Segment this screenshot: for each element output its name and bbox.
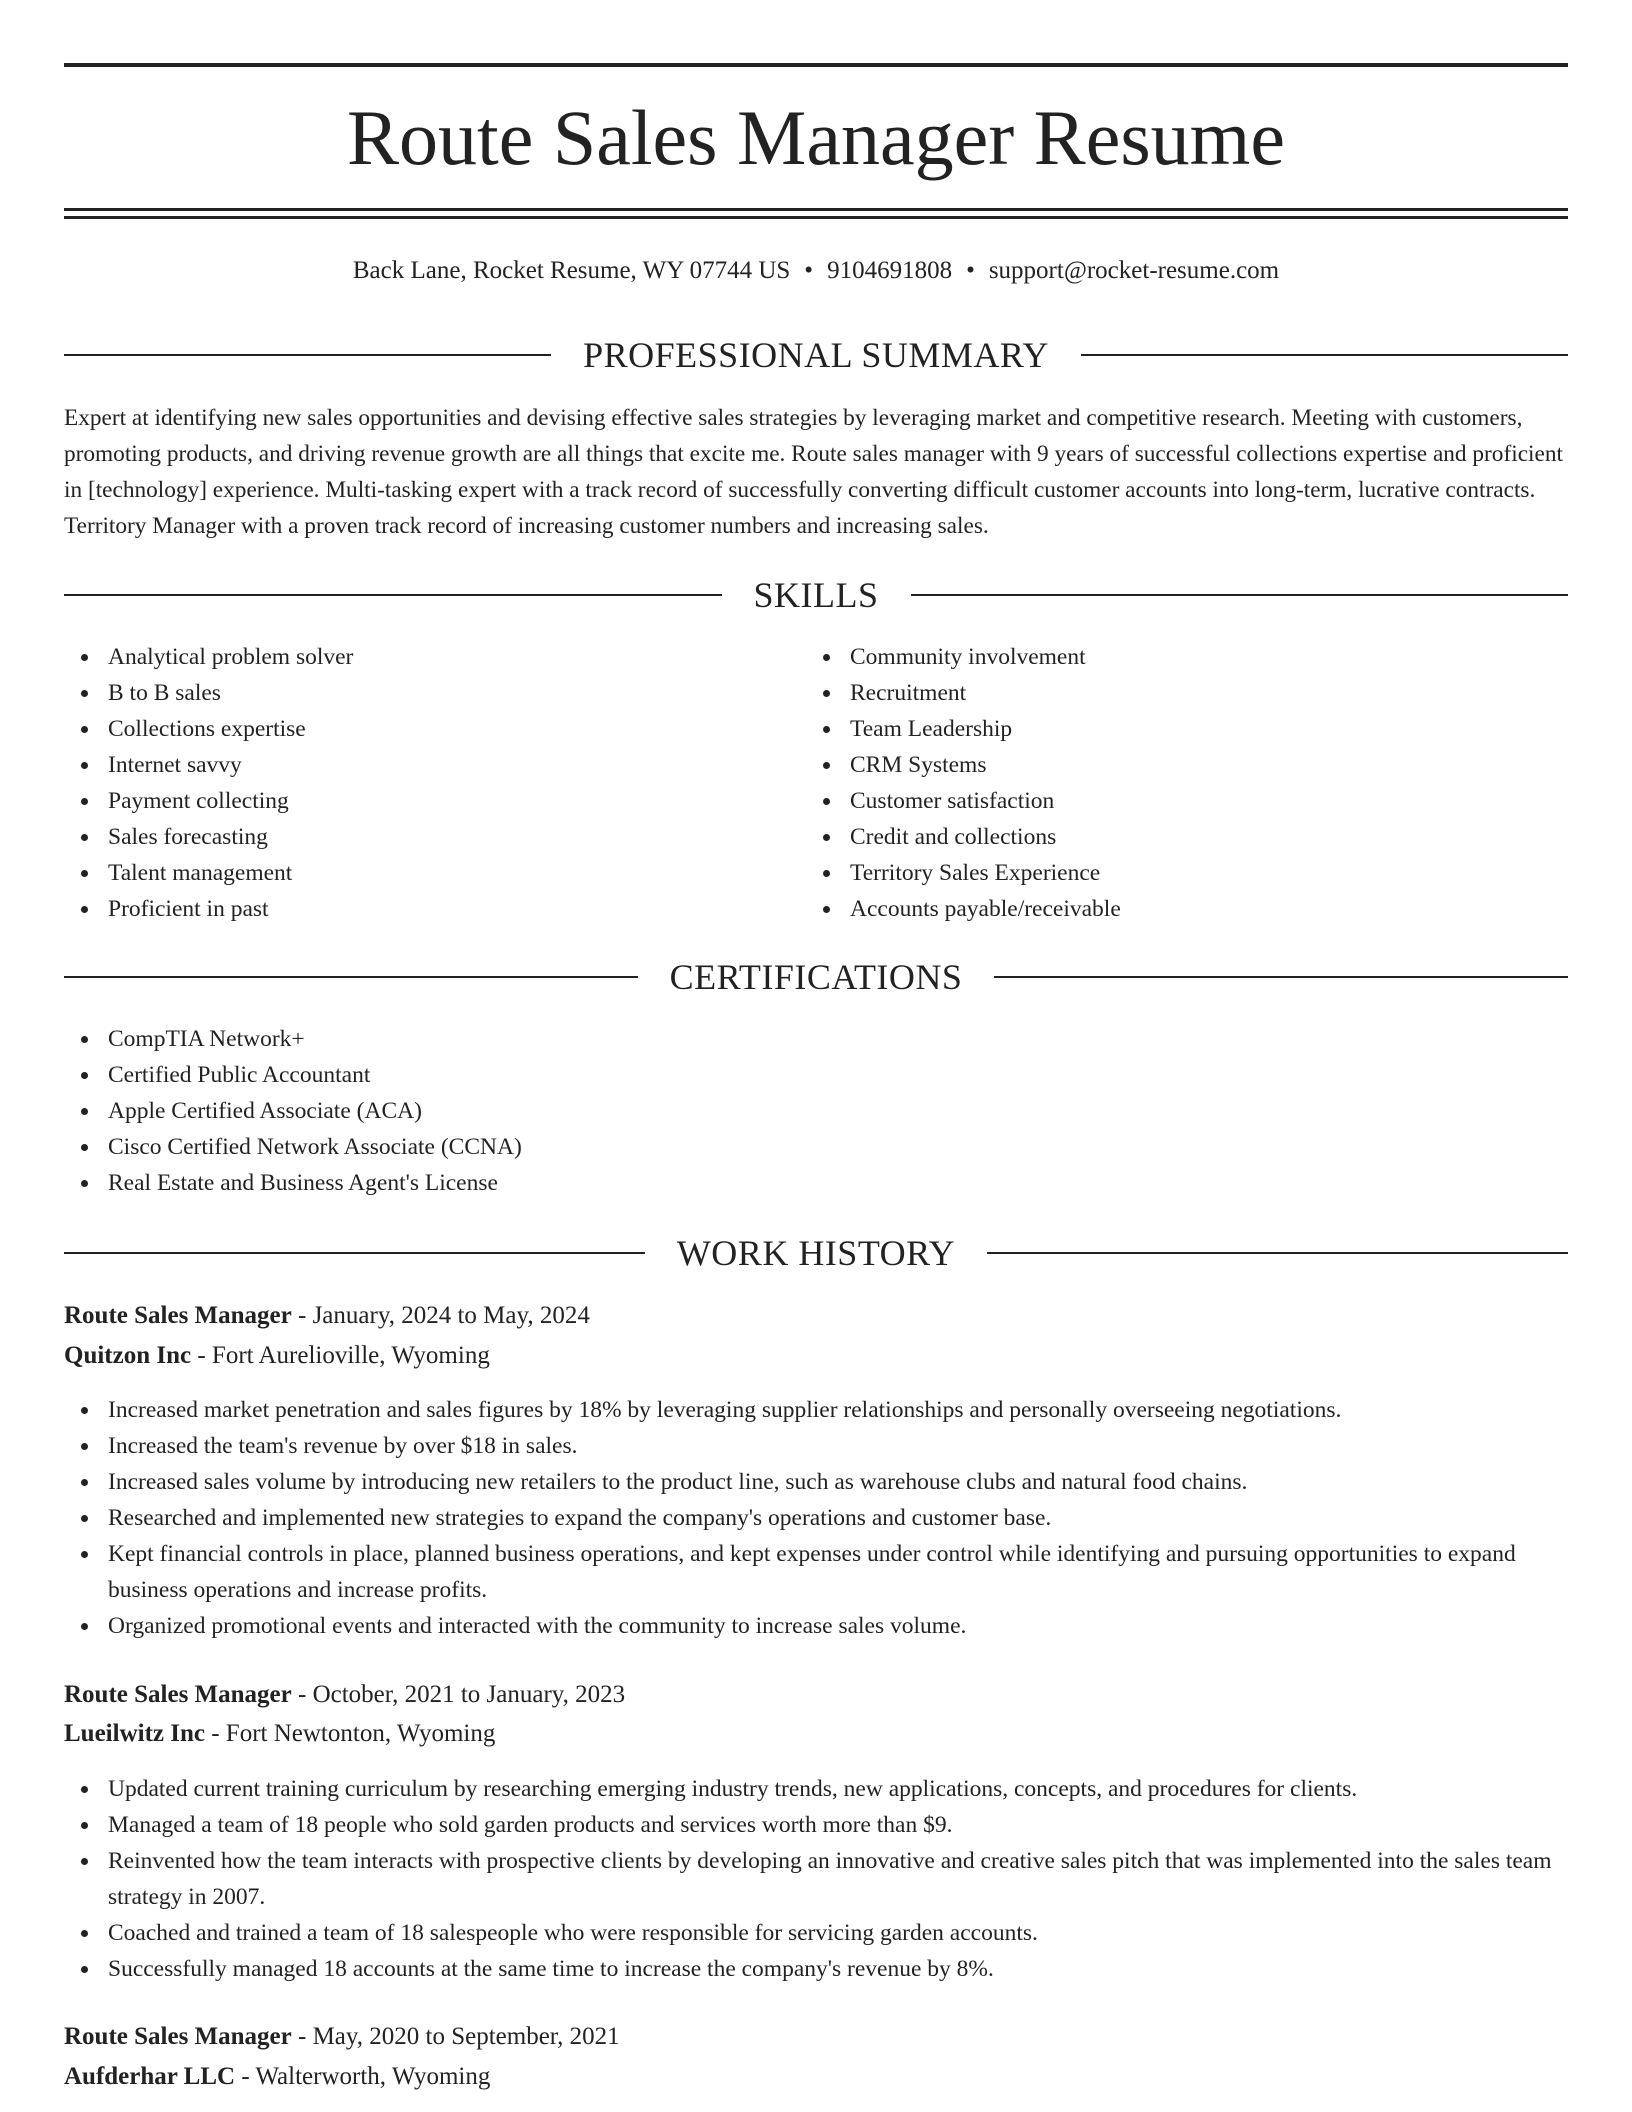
certifications-heading	[64, 954, 1568, 1000]
heading-rule	[987, 1252, 1568, 1254]
skill-item: Talent management	[64, 855, 764, 891]
work-heading-label: WORK HISTORY	[676, 1233, 956, 1273]
contact-line	[64, 254, 1568, 288]
skill-item: CRM Systems	[806, 747, 1506, 783]
job-bullets	[64, 1392, 1568, 1644]
certification-item: Cisco Certified Network Associate (CCNA)	[64, 1129, 1568, 1165]
job-company-line	[64, 1716, 1568, 1752]
skill-item: Proficient in past	[64, 891, 764, 927]
skill-item: Recruitment	[806, 675, 1506, 711]
job-company-line	[64, 1338, 1568, 1374]
heading-rule	[1081, 354, 1568, 356]
heading-rule	[64, 594, 722, 596]
certifications-list	[64, 1021, 1568, 1201]
heading-rule	[911, 594, 1569, 596]
skills-heading	[64, 572, 1568, 618]
heading-rule	[64, 354, 551, 356]
skill-item: Internet savvy	[64, 747, 764, 783]
skill-item: Credit and collections	[806, 819, 1506, 855]
skill-item: B to B sales	[64, 675, 764, 711]
skills-list-left	[64, 639, 764, 927]
skill-item: Customer satisfaction	[806, 783, 1506, 819]
certification-item: Real Estate and Business Agent's License	[64, 1165, 1568, 1201]
job-bullet: Reinvented how the team interacts with prospective clients by developing an innovative and creative sales pitch that was implemented into the sales team strategy in 2007.	[64, 1843, 1568, 1915]
work-heading	[64, 1230, 1568, 1276]
job-bullet: Successfully managed 18 accounts at the same time to increase the company's revenue by 8%.	[64, 1951, 1568, 1987]
contact-address: Back Lane, Rocket Resume, WY 07744 US	[352, 257, 791, 284]
resume-title: Route Sales Manager Resume	[347, 94, 1285, 181]
certification-item: CompTIA Network+	[64, 1021, 1568, 1057]
title-rule-upper	[64, 208, 1568, 211]
title-rule-lower	[64, 216, 1568, 219]
job-company: Quitzon Inc	[64, 1342, 192, 1369]
summary-heading	[64, 332, 1568, 378]
job-bullet: Organized promotional events and interacted with the community to increase sales volume.	[64, 1608, 1568, 1644]
job-bullets	[64, 1771, 1568, 1987]
job-bullet: Increased market penetration and sales figures by 18% by leveraging supplier relationships and personally overseeing negotiations.	[64, 1392, 1568, 1428]
job-location: - Fort Aurelioville, Wyoming	[191, 1342, 490, 1369]
certification-item: Apple Certified Associate (ACA)	[64, 1093, 1568, 1129]
skill-item: Payment collecting	[64, 783, 764, 819]
contact-separator: •	[804, 257, 814, 284]
certification-item: Certified Public Accountant	[64, 1057, 1568, 1093]
heading-rule	[994, 976, 1568, 978]
heading-rule	[64, 1252, 645, 1254]
certifications-heading-label: CERTIFICATIONS	[669, 957, 963, 997]
skill-item: Analytical problem solver	[64, 639, 764, 675]
job-company: Aufderhar LLC	[64, 2063, 236, 2090]
job-title-line	[64, 1677, 1568, 1713]
skill-item: Team Leadership	[806, 711, 1506, 747]
job-location: - Fort Newtonton, Wyoming	[204, 1720, 496, 1747]
job-title: Route Sales Manager	[64, 1681, 292, 1708]
job-company: Lueilwitz Inc	[64, 1720, 205, 1747]
job-title-line	[64, 1298, 1568, 1334]
job-bullet: Increased sales volume by introducing new retailers to the product line, such as warehouse clubs and natural food chains.	[64, 1464, 1568, 1500]
contact-phone: 9104691808	[827, 257, 953, 284]
skills-list-right	[806, 639, 1506, 927]
skill-item: Territory Sales Experience	[806, 855, 1506, 891]
job-title-line	[64, 2019, 1568, 2055]
job-bullet: Managed a team of 18 people who sold garden products and services worth more than $9.	[64, 1807, 1568, 1843]
heading-rule	[64, 976, 638, 978]
skill-item: Collections expertise	[64, 711, 764, 747]
contact-email: support@rocket-resume.com	[988, 257, 1280, 284]
job-dates: - May, 2020 to September, 2021	[291, 2023, 620, 2050]
job-location: - Walterworth, Wyoming	[235, 2063, 491, 2090]
summary-text: Expert at identifying new sales opportunities and devising effective sales strategies by leveraging market and competitive research. Meeting with customers, promoting products, and driving revenue growth are all things that excite me. Route sales manager with 9 years of successful collections expertise and proficient in [technology] experience. Multi-tasking expert with a track record of successfully converting difficult customer accounts into long-term, lucrative contracts. Territory Manager with a proven track record of increasing customer numbers and increasing sales.	[64, 405, 1563, 539]
job-company-line	[64, 2059, 1568, 2095]
job-bullet: Researched and implemented new strategies to expand the company's operations and customer base.	[64, 1500, 1568, 1536]
job-bullet: Coached and trained a team of 18 salespeople who were responsible for servicing garden accounts.	[64, 1915, 1568, 1951]
skill-item: Accounts payable/receivable	[806, 891, 1506, 927]
contact-separator: •	[966, 257, 975, 284]
skill-item: Sales forecasting	[64, 819, 764, 855]
job-bullet: Increased the team's revenue by over $18 in sales.	[64, 1428, 1568, 1464]
job-bullet: Kept financial controls in place, planned business operations, and kept expenses under control while identifying and pursuing opportunities to expand business operations and increase profits.	[64, 1536, 1568, 1608]
job-dates: - October, 2021 to January, 2023	[291, 1681, 626, 1708]
summary-heading-label: PROFESSIONAL SUMMARY	[583, 335, 1049, 375]
skills-heading-label: SKILLS	[753, 575, 879, 615]
job-bullet: Updated current training curriculum by researching emerging industry trends, new applications, concepts, and procedures for clients.	[64, 1771, 1568, 1807]
skill-item: Community involvement	[806, 639, 1506, 675]
top-rule	[64, 63, 1568, 67]
job-title: Route Sales Manager	[64, 2023, 292, 2050]
job-title: Route Sales Manager	[64, 1302, 292, 1329]
job-dates: - January, 2024 to May, 2024	[291, 1302, 590, 1329]
